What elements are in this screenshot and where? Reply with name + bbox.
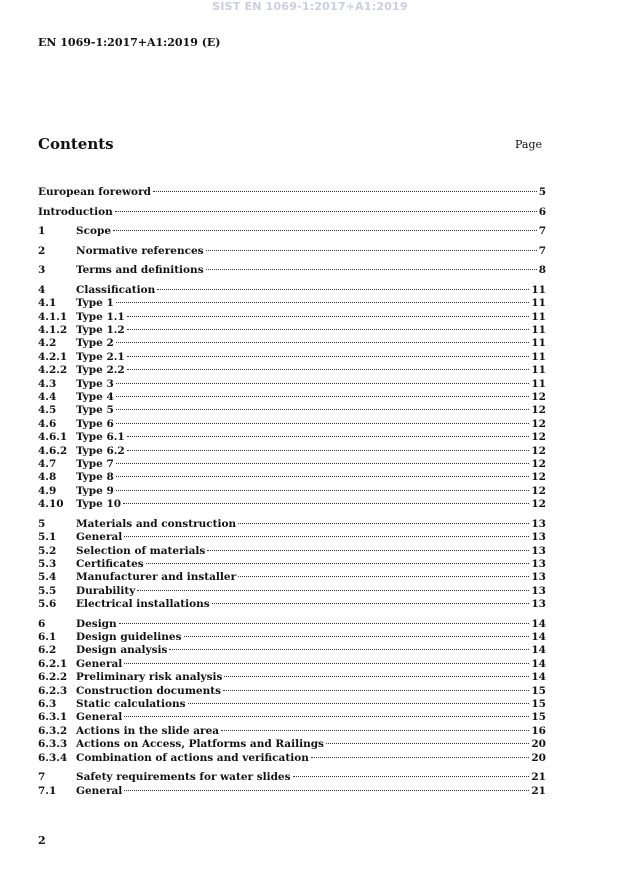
- dot-leader: [119, 623, 530, 624]
- toc-entry[interactable]: [38, 206, 546, 219]
- toc-entry-page: 21: [531, 784, 546, 797]
- dot-leader: [116, 423, 530, 424]
- contents-title: Contents: [38, 135, 114, 153]
- toc-entry-number: 4.9: [38, 484, 57, 497]
- toc-entry-page: 7: [538, 244, 546, 257]
- toc-entry-title[interactable]: Type 6: [76, 417, 114, 430]
- toc-entry[interactable]: [38, 458, 546, 471]
- toc-entry-number: 6.2.2: [38, 671, 68, 684]
- toc-entry-number: 4.6: [38, 417, 57, 430]
- toc-entry[interactable]: [38, 364, 546, 377]
- toc-entry-number: 4.2.2: [38, 364, 68, 377]
- toc-entry-title[interactable]: Materials and construction: [76, 517, 237, 530]
- toc-entry-title[interactable]: Scope: [76, 225, 112, 238]
- toc-entry-title[interactable]: Type 10: [76, 498, 122, 511]
- toc-entry-number: 2: [38, 244, 46, 257]
- dot-leader: [124, 790, 529, 791]
- dot-leader: [184, 636, 530, 637]
- toc-entry-page: 11: [531, 337, 546, 350]
- toc-entry-page: 11: [531, 364, 546, 377]
- toc-entry-title[interactable]: General: [76, 657, 123, 670]
- toc-entry-number: 6.3.3: [38, 738, 68, 751]
- toc-entry[interactable]: [38, 698, 546, 711]
- dot-leader: [124, 663, 529, 664]
- toc-entry[interactable]: [38, 585, 546, 598]
- toc-entry[interactable]: [38, 418, 546, 431]
- toc-entry[interactable]: [38, 671, 546, 684]
- toc-entry[interactable]: [38, 571, 546, 584]
- toc-entry-number: 6.3.4: [38, 751, 68, 764]
- toc-entry-number: 4.6.1: [38, 431, 68, 444]
- toc-entry-page: 8: [538, 264, 546, 277]
- toc-entry[interactable]: [38, 311, 546, 324]
- toc-entry-title[interactable]: Type 2.1: [76, 350, 125, 363]
- toc-entry[interactable]: [38, 378, 546, 391]
- toc-entry-number: 6.2: [38, 644, 57, 657]
- toc-entry-page: 13: [531, 544, 546, 557]
- toc-entry-title[interactable]: Type 1.2: [76, 324, 125, 337]
- dot-leader: [127, 369, 530, 370]
- dot-leader: [212, 603, 530, 604]
- toc-entry-title[interactable]: Type 3: [76, 377, 114, 390]
- toc-entry[interactable]: [38, 711, 546, 724]
- toc-entry-number: 5.4: [38, 571, 57, 584]
- dot-leader: [127, 436, 530, 437]
- toc-entry-title[interactable]: Selection of materials: [76, 544, 206, 557]
- toc-entry-page: 12: [531, 404, 546, 417]
- toc-entry-page: 11: [531, 350, 546, 363]
- toc-entry-page: 14: [531, 631, 546, 644]
- toc-entry-page: 14: [531, 671, 546, 684]
- toc-entry[interactable]: [38, 771, 546, 784]
- toc-entry-title[interactable]: European foreword: [38, 186, 151, 198]
- toc-entry-page: 7: [538, 225, 546, 238]
- dot-leader: [127, 329, 530, 330]
- dot-leader: [116, 396, 530, 397]
- toc-entry-title[interactable]: Combination of actions and verification: [76, 751, 309, 764]
- dot-leader: [127, 356, 530, 357]
- toc-entry-number: 5.5: [38, 584, 57, 597]
- toc-entry-number: 4.1: [38, 297, 57, 310]
- toc-entry[interactable]: [38, 225, 546, 238]
- toc-entry-number: 3: [38, 264, 46, 277]
- toc-entry-title[interactable]: Durability: [76, 584, 136, 597]
- toc-entry[interactable]: [38, 297, 546, 310]
- dot-leader: [207, 550, 529, 551]
- toc-entry-page: 16: [531, 724, 546, 737]
- dot-leader: [116, 490, 530, 491]
- dot-leader: [146, 563, 530, 564]
- toc-entry-number: 6.3: [38, 697, 57, 710]
- dot-leader: [116, 342, 530, 343]
- toc-entry-page: 11: [531, 377, 546, 390]
- toc-entry-number: 4.4: [38, 391, 57, 404]
- toc-entry[interactable]: [38, 245, 546, 258]
- toc-entry-page: 13: [531, 571, 546, 584]
- toc-entry-title[interactable]: Type 7: [76, 457, 114, 470]
- document-code: EN 1069-1:2017+A1:2019 (E): [38, 36, 221, 49]
- toc-entry-page: 12: [531, 417, 546, 430]
- toc-entry[interactable]: [38, 186, 546, 199]
- toc-entry-number: 5.6: [38, 598, 57, 611]
- toc-entry-title[interactable]: Type 8: [76, 471, 114, 484]
- toc-entry-number: 6.2.1: [38, 657, 68, 670]
- toc-entry-number: 4.5: [38, 404, 57, 417]
- watermark: SIST EN 1069-1:2017+A1:2019: [212, 0, 408, 13]
- toc-entry-title[interactable]: Certificates: [76, 557, 144, 570]
- toc-entry[interactable]: [38, 618, 546, 631]
- toc-entry[interactable]: [38, 324, 546, 337]
- toc-entry-number: 4.10: [38, 498, 64, 511]
- toc-entry-title[interactable]: Type 9: [76, 484, 114, 497]
- toc-entry-number: 5.3: [38, 557, 57, 570]
- toc-entry-title[interactable]: Preliminary risk analysis: [76, 671, 223, 684]
- toc-entry-number: 4.2: [38, 337, 57, 350]
- toc-entry-page: 13: [531, 598, 546, 611]
- toc-entry-page: 14: [531, 644, 546, 657]
- toc-entry-page: 12: [531, 457, 546, 470]
- toc-entry-title[interactable]: Construction documents: [76, 684, 222, 697]
- dot-leader: [153, 191, 537, 192]
- toc-entry-page: 13: [531, 584, 546, 597]
- toc-entry-number: 4.1.1: [38, 310, 68, 323]
- toc-entry-page: 13: [531, 517, 546, 530]
- toc-entry-title[interactable]: Actions on Access, Platforms and Railings: [76, 738, 324, 751]
- toc-entry[interactable]: [38, 531, 546, 544]
- toc-entry[interactable]: [38, 498, 546, 511]
- toc-entry-title[interactable]: Introduction: [38, 205, 113, 218]
- toc-entry-number: 4: [38, 283, 46, 296]
- page-column-label: Page: [515, 138, 543, 151]
- toc-entry-title[interactable]: Type 5: [76, 404, 114, 417]
- toc-entry-title[interactable]: Terms and definitions: [76, 264, 204, 277]
- toc-entry-number: 6.2.3: [38, 684, 68, 697]
- toc-entry[interactable]: [38, 264, 546, 277]
- toc-entry[interactable]: [38, 685, 546, 698]
- toc-entry-page: 12: [531, 484, 546, 497]
- toc-entry[interactable]: [38, 284, 546, 297]
- toc-entry-number: 4.3: [38, 377, 57, 390]
- toc-entry-page: 11: [531, 324, 546, 337]
- toc-entry-title[interactable]: Type 6.2: [76, 444, 125, 457]
- toc-entry-title[interactable]: Design analysis: [76, 644, 168, 657]
- toc-entry[interactable]: [38, 391, 546, 404]
- dot-leader: [223, 690, 529, 691]
- toc-entry[interactable]: [38, 725, 546, 738]
- dot-leader: [188, 703, 530, 704]
- dot-leader: [124, 536, 529, 537]
- toc-entry-page: 21: [531, 771, 546, 784]
- toc-entry[interactable]: [38, 631, 546, 644]
- toc-entry-page: 11: [531, 310, 546, 323]
- toc-entry[interactable]: [38, 431, 546, 444]
- toc-entry-title[interactable]: Electrical installations: [76, 598, 210, 611]
- dot-leader: [238, 523, 529, 524]
- toc-entry-title[interactable]: Type 6.1: [76, 431, 125, 444]
- toc-entry-number: 4.6.2: [38, 444, 68, 457]
- toc-entry[interactable]: [38, 785, 546, 798]
- toc-entry-number: 5.1: [38, 531, 57, 544]
- dot-leader: [221, 730, 529, 731]
- toc-entry[interactable]: [38, 545, 546, 558]
- toc-entry-page: 20: [531, 738, 546, 751]
- dot-leader: [116, 463, 530, 464]
- dot-leader: [224, 676, 529, 677]
- toc-entry-title[interactable]: General: [76, 711, 123, 724]
- dot-leader: [124, 716, 529, 717]
- toc-entry-number: 4.1.2: [38, 324, 68, 337]
- toc-entry-number: 6.1: [38, 631, 57, 644]
- dot-leader: [238, 576, 529, 577]
- toc-entry[interactable]: [38, 658, 546, 671]
- toc-entry[interactable]: [38, 404, 546, 417]
- toc-entry[interactable]: [38, 471, 546, 484]
- toc-entry[interactable]: [38, 485, 546, 498]
- toc-entry-title[interactable]: Manufacturer and installer: [76, 571, 237, 584]
- toc-entry-number: 6.3.1: [38, 711, 68, 724]
- toc-entry-page: 20: [531, 751, 546, 764]
- toc-entry-number: 5.2: [38, 544, 57, 557]
- toc-entry-title[interactable]: Static calculations: [76, 697, 186, 710]
- dot-leader: [127, 316, 530, 317]
- toc-entry-page: 13: [531, 557, 546, 570]
- toc-entry-page: 11: [531, 283, 546, 296]
- toc-entry-title[interactable]: Actions in the slide area: [76, 724, 220, 737]
- toc-entry[interactable]: [38, 337, 546, 350]
- toc-entry-number: 7: [38, 771, 46, 784]
- toc-entry-title[interactable]: Type 1.1: [76, 310, 125, 323]
- toc-entry-title[interactable]: Type 2.2: [76, 364, 125, 377]
- toc-entry-number: 6: [38, 617, 46, 630]
- toc-entry-title[interactable]: General: [76, 531, 123, 544]
- toc-entry-page: 12: [531, 498, 546, 511]
- toc-entry-page: 15: [531, 684, 546, 697]
- toc-entry-title[interactable]: Design guidelines: [76, 631, 182, 644]
- dot-leader: [115, 211, 537, 212]
- dot-leader: [311, 757, 530, 758]
- toc-entry[interactable]: [38, 518, 546, 531]
- toc-entry-title[interactable]: Type 4: [76, 391, 114, 404]
- toc-entry-page: 5: [538, 186, 546, 198]
- toc-entry-page: 12: [531, 391, 546, 404]
- toc-entry-number: 4.7: [38, 457, 57, 470]
- toc-entry-page: 12: [531, 444, 546, 457]
- toc-entry-title[interactable]: Type 2: [76, 337, 114, 350]
- toc-entry-title[interactable]: General: [76, 784, 123, 797]
- dot-leader: [206, 250, 537, 251]
- toc-entry[interactable]: [38, 644, 546, 657]
- toc-entry-title[interactable]: Normative references: [76, 244, 204, 257]
- dot-leader: [137, 590, 529, 591]
- toc-entry-number: 4.8: [38, 471, 57, 484]
- toc-entry[interactable]: [38, 752, 546, 765]
- dot-leader: [127, 450, 530, 451]
- toc-entry-page: 6: [538, 205, 546, 218]
- toc-entry[interactable]: [38, 445, 546, 458]
- toc-entry-page: 14: [531, 657, 546, 670]
- toc-entry[interactable]: [38, 351, 546, 364]
- toc-entry[interactable]: [38, 598, 546, 611]
- toc-entry-page: 15: [531, 711, 546, 724]
- dot-leader: [293, 776, 530, 777]
- toc-entry-page: 11: [531, 297, 546, 310]
- dot-leader: [157, 289, 529, 290]
- toc-entry[interactable]: [38, 738, 546, 751]
- table-of-contents: [38, 186, 546, 798]
- toc-entry-title[interactable]: Type 1: [76, 297, 114, 310]
- toc-entry-number: 4.2.1: [38, 350, 68, 363]
- dot-leader: [169, 649, 529, 650]
- toc-entry-page: 12: [531, 431, 546, 444]
- dot-leader: [116, 383, 530, 384]
- dot-leader: [116, 302, 530, 303]
- page-number: 2: [38, 834, 46, 847]
- dot-leader: [206, 269, 537, 270]
- toc-entry-page: 12: [531, 471, 546, 484]
- toc-entry-number: 1: [38, 225, 46, 238]
- toc-entry-page: 13: [531, 531, 546, 544]
- toc-entry-title[interactable]: Design: [76, 617, 117, 630]
- toc-entry-number: 6.3.2: [38, 724, 68, 737]
- toc-entry-title[interactable]: Safety requirements for water slides: [76, 771, 291, 784]
- toc-entry-page: 15: [531, 697, 546, 710]
- dot-leader: [116, 409, 530, 410]
- dot-leader: [116, 476, 530, 477]
- dot-leader: [113, 230, 537, 231]
- toc-entry-page: 14: [531, 617, 546, 630]
- toc-entry[interactable]: [38, 558, 546, 571]
- toc-entry-number: 5: [38, 517, 46, 530]
- dot-leader: [123, 503, 529, 504]
- toc-entry-title[interactable]: Classification: [76, 283, 156, 296]
- toc-entry-number: 7.1: [38, 784, 57, 797]
- dot-leader: [326, 743, 529, 744]
